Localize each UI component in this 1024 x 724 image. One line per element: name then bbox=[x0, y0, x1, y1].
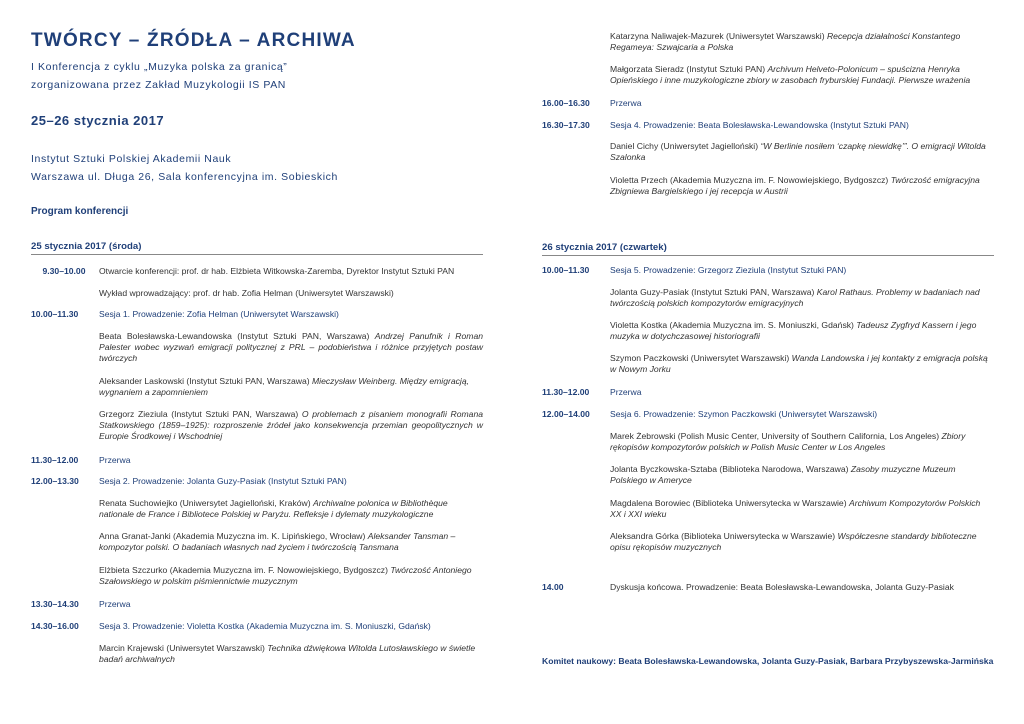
paper-entry bbox=[99, 376, 483, 398]
paper-author: Daniel Cichy (Uniwersytet Jagielloński) bbox=[610, 141, 759, 151]
paper-title: Wanda Landowska i jej kontakty z emigracja polską w Nowym Jorku bbox=[610, 353, 988, 374]
paper-entry bbox=[610, 320, 994, 342]
paper-title: Mieczysław Weinberg. Między emigracją, wygnaniem a zapomnieniem bbox=[99, 376, 469, 397]
scientific-committee: Komitet naukowy: Beata Bolesławska-Lewandowska, Jolanta Guzy-Pasiak, Barbara Przybyszewska-Jarmińska bbox=[542, 656, 994, 666]
paper-title: O problemach z pisaniem monografii Romana Statkowskiego (1859–1925): rozproszenie źródeł jako konsekwencja przemian geopolitycznych w Europie Środkowej i Wschodniej bbox=[99, 409, 484, 441]
row-time: 10.00–11.30 bbox=[31, 309, 79, 319]
paper-title: Karol Rathaus. Problemy w badaniach nad twórczością polskich kompozytorów emigracyjnych bbox=[610, 287, 980, 308]
paper-author: Aleksandra Górka (Biblioteka Uniwersytecka w Warszawie) bbox=[610, 531, 836, 541]
session-title: Sesja 3. Prowadzenie: Violetta Kostka (Akademia Muzyczna im. S. Moniuszki, Gdańsk) bbox=[99, 621, 431, 631]
paper-entry bbox=[610, 431, 994, 453]
paper-entry bbox=[99, 409, 483, 442]
paper-author: Szymon Paczkowski (Uniwersytet Warszawski) bbox=[610, 353, 790, 363]
break-label: Przerwa bbox=[610, 98, 642, 108]
paper-title: Archiwalne polonica w Bibliothèque nationale de France i Bibliotece Polskiej w Paryżu. Refleksje i dylematy muzykologiczne bbox=[99, 498, 448, 519]
paper-author: Małgorzata Sieradz (Instytut Sztuki PAN) bbox=[610, 64, 766, 74]
paper-entry bbox=[610, 141, 994, 163]
paper-title: Archiwum Kompozytorów Polskich XX i XXI wieku bbox=[610, 498, 981, 519]
venue-institution: Instytut Sztuki Polskiej Akademii Nauk bbox=[31, 153, 232, 165]
paper-author: Aleksander Laskowski (Instytut Sztuki PAN, Warszawa) bbox=[99, 376, 310, 386]
paper-entry bbox=[99, 565, 483, 587]
paper-entry bbox=[610, 353, 994, 375]
paper-author: Katarzyna Naliwajek-Mazurek (Uniwersytet Warszawski) bbox=[610, 31, 825, 41]
paper-entry bbox=[99, 498, 483, 520]
paper-entry bbox=[99, 643, 483, 665]
paper-author: Beata Bolesławska-Lewandowska (Instytut Sztuki PAN, Warszawa) bbox=[99, 331, 370, 341]
day1-heading: 25 stycznia 2017 (środa) bbox=[31, 241, 483, 255]
paper-author: Magdalena Borowiec (Biblioteka Uniwersytecka w Warszawie) bbox=[610, 498, 847, 508]
break-label: Przerwa bbox=[99, 599, 131, 609]
session-title: Sesja 6. Prowadzenie: Szymon Paczkowski (Uniwersytet Warszawski) bbox=[610, 409, 878, 419]
row-time: 16.30–17.30 bbox=[542, 120, 590, 130]
break-label: Przerwa bbox=[99, 455, 131, 465]
paper-author: Marek Żebrowski (Polish Music Center, University of Southern California, Los Angeles) bbox=[610, 431, 940, 441]
organizer-line: zorganizowana przez Zakład Muzykologii IS PAN bbox=[31, 79, 286, 91]
session-title: Sesja 4. Prowadzenie: Beata Bolesławska-Lewandowska (Instytut Sztuki PAN) bbox=[610, 120, 909, 130]
paper-author: Elżbieta Szczurko (Akademia Muzyczna im. F. Nowowiejskiego, Bydgoszcz) bbox=[99, 565, 388, 575]
conference-dates: 25–26 stycznia 2017 bbox=[31, 113, 165, 128]
paper-author: Marcin Krajewski (Uniwersytet Warszawski) bbox=[99, 643, 265, 653]
paper-entry bbox=[610, 64, 994, 86]
paper-author: Renata Suchowiejko (Uniwersytet Jagielloński, Kraków) bbox=[99, 498, 311, 508]
paper-title: Recepcja działalności Konstantego Regameya: Szwajcaria a Polska bbox=[610, 31, 961, 52]
paper-title: Twórczość Antoniego Szałowskiego w polskim piśmiennictwie muzycznym bbox=[99, 565, 472, 586]
session-title: Sesja 1. Prowadzenie: Zofia Helman (Uniwersytet Warszawski) bbox=[99, 309, 339, 319]
paper-entry bbox=[99, 531, 483, 553]
paper-title: Tadeusz Zygfryd Kassern i jego muzyka w dotychczasowej historiografii bbox=[610, 320, 977, 341]
paper-title: Współczesne standardy biblioteczne opisu rękopisów muzycznych bbox=[610, 531, 977, 552]
session-title: Sesja 5. Prowadzenie: Grzegorz Zieziula (Instytut Sztuki PAN) bbox=[610, 265, 847, 275]
paper-title: Andrzej Panufnik i Roman Palester wobec wyzwań emigracji politycznej z PRL – podobieństwa i różnice przyjętych postaw twórczych bbox=[99, 331, 483, 363]
row-time: 12.00–14.00 bbox=[542, 409, 590, 419]
paper-title: Twórczość emigracyjna Zbigniewa Bargielskiego i jej recepcja w Austrii bbox=[610, 175, 980, 196]
break-label: Przerwa bbox=[610, 387, 642, 397]
paper-entry bbox=[610, 464, 994, 486]
paper-entry bbox=[610, 287, 994, 309]
paper-author: Jolanta Byczkowska-Sztaba (Biblioteka Narodowa, Warszawa) bbox=[610, 464, 849, 474]
row-time: 11.30–12.00 bbox=[31, 455, 79, 465]
conference-title: TWÓRCY – ŹRÓDŁA – ARCHIWA bbox=[31, 30, 356, 51]
paper-title: Zasoby muzyczne Muzeum Polskiego w Ameryce bbox=[610, 464, 956, 485]
paper-title: Aleksander Tansman – kompozytor polski. O badaniach własnych nad życiem i twórczością Tansmana bbox=[99, 531, 456, 552]
paper-entry bbox=[610, 31, 994, 53]
paper-title: Archivum Helveto-Polonicum – spuścizna Henryka Opieńskiego i inne muzykologiczne zbiory w zasobach fryburskiej Fundacji. Pierwsze wrażenia bbox=[610, 64, 971, 85]
paper-author: Anna Granat-Janki (Akademia Muzyczna im. K. Lipińskiego, Wrocław) bbox=[99, 531, 366, 541]
paper-title: “W Berlinie nosiłem ‘czapkę niewidkę’”. O emigracji Witolda Szalonka bbox=[610, 141, 986, 162]
paper-author: Violetta Przech (Akademia Muzyczna im. F. Nowowiejskiego, Bydgoszcz) bbox=[610, 175, 889, 185]
row-time: 12.00–13.30 bbox=[31, 476, 79, 486]
venue-address: Warszawa ul. Długa 26, Sala konferencyjna im. Sobieskich bbox=[31, 171, 338, 183]
row-time: 13.30–14.30 bbox=[31, 599, 79, 609]
row-time: 16.00–16.30 bbox=[542, 98, 590, 108]
conference-series-line: I Konferencja z cyklu „Muzyka polska za granicą” bbox=[31, 61, 288, 73]
paper-author: Violetta Kostka (Akademia Muzyczna im. S. Moniuszki, Gdańsk) bbox=[610, 320, 854, 330]
day2-heading: 26 stycznia 2017 (czwartek) bbox=[542, 242, 994, 256]
row-time: 10.00–11.30 bbox=[542, 265, 590, 275]
paper-entry bbox=[610, 531, 994, 553]
paper-entry bbox=[610, 498, 994, 520]
paper-author: Jolanta Guzy-Pasiak (Instytut Sztuki PAN, Warszawa) bbox=[610, 287, 815, 297]
paper-entry bbox=[99, 331, 483, 364]
row-time: 14.00 bbox=[542, 582, 564, 592]
row-time: 11.30–12.00 bbox=[542, 387, 590, 397]
paper-author: Grzegorz Zieziula (Instytut Sztuki PAN, Warszawa) bbox=[99, 409, 299, 419]
paper-title: Zbiory rękopisów kompozytorów polskich w Polish Music Center w Los Angeles bbox=[610, 431, 966, 452]
row-text: Wykład wprowadzający: prof. dr hab. Zofia Helman (Uniwersytet Warszawski) bbox=[99, 288, 394, 298]
program-label: Program konferencji bbox=[31, 206, 129, 217]
row-text: Otwarcie konferencji: prof. dr hab. Elżbieta Witkowska-Zaremba, Dyrektor Instytut Sztuki PAN bbox=[99, 266, 455, 276]
session-title: Sesja 2. Prowadzenie: Jolanta Guzy-Pasiak (Instytut Sztuki PAN) bbox=[99, 476, 347, 486]
row-time: 14.30–16.00 bbox=[31, 621, 79, 631]
paper-entry bbox=[610, 175, 994, 197]
row-time: 9.30–10.00 bbox=[42, 266, 86, 276]
row-text: Dyskusja końcowa. Prowadzenie: Beata Bolesławska-Lewandowska, Jolanta Guzy-Pasiak bbox=[610, 582, 954, 592]
paper-title: Technika dźwiękowa Witolda Lutosławskiego w świetle badań archiwalnych bbox=[99, 643, 476, 664]
